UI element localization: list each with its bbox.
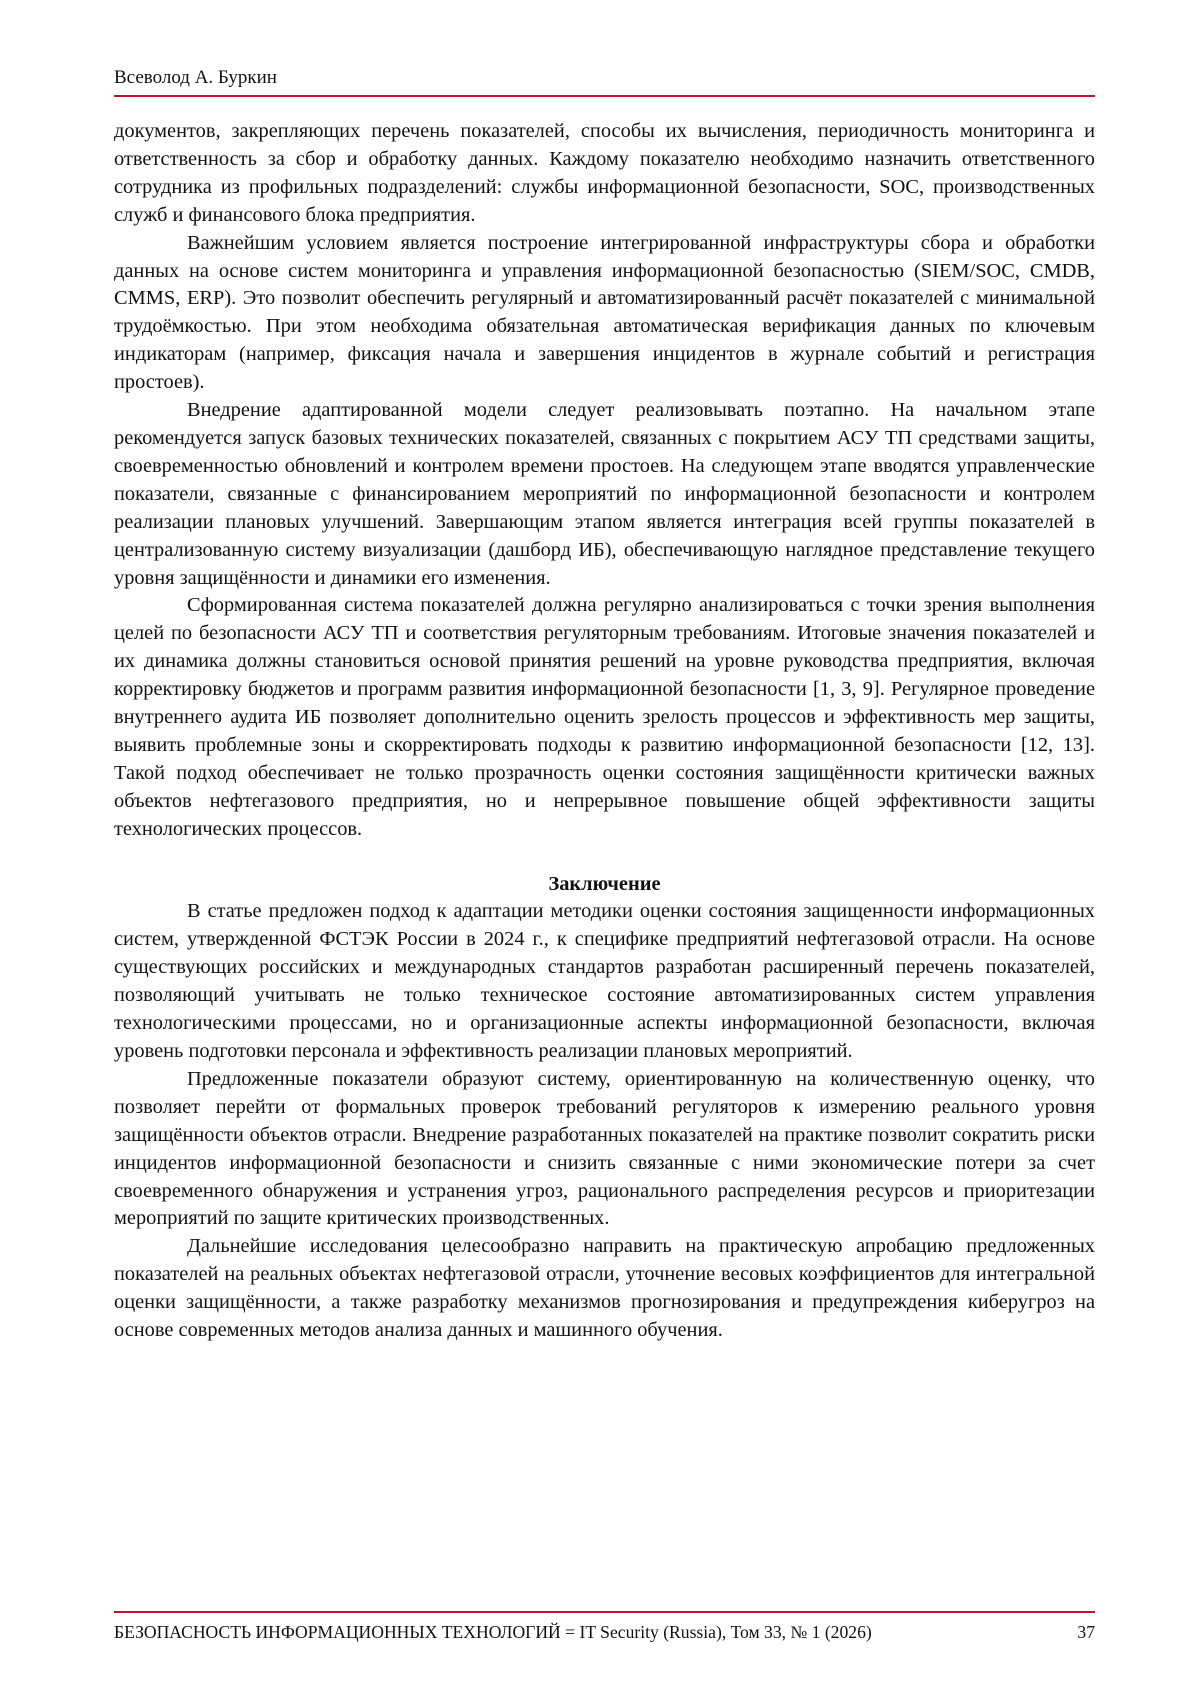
body-paragraph-2: Важнейшим условием является построение интегрированной инфраструктуры сбора и обработки данных на основе систем мониторинга и управления информационной безопасностью (SIEM/SOC, CMDB, CMMS, ERP). Это позволит обеспечить регулярный и автоматизированный расчёт показателей с минимальной трудоёмкостью. При этом необходима обязательная автоматическая верификация данных по ключевым индикаторам (например, фиксация начала и завершения инцидентов в журнале событий и регистрация простоев).: [114, 231, 1095, 394]
conclusion-paragraph-3: Дальнейшие исследования целесообразно направить на практическую апробацию предложенных показателей на реальных объектах нефтегазовой отрасли, уточнение весовых коэффициентов для интегральной оценки защищённости, а также разработку механизмов прогнозирования и предупреждения киберугроз на основе современных методов анализа данных и машинного обучения.: [114, 1235, 1095, 1342]
journal-citation: БЕЗОПАСНОСТЬ ИНФОРМАЦИОННЫХ ТЕХНОЛОГИЙ = IT Security (Russia), Том 33, № 1 (2026): [114, 1622, 872, 1642]
body-paragraph-1: документов, закрепляющих перечень показателей, способы их вычисления, периодичность мониторинга и ответственность за сбор и обработку данных. Каждому показателю необходимо назначить ответственного сотрудника из профильных подразделений: службы информационной безопасности, SOC, производственных служб и финансового блока предприятия.: [114, 120, 1095, 226]
footer-rule: [114, 1611, 1095, 1613]
conclusion-heading: Заключение: [548, 872, 661, 895]
header-rule: [114, 95, 1095, 97]
header-author: Всеволод А. Буркин: [114, 67, 277, 88]
body-paragraph-4: Сформированная система показателей должна регулярно анализироваться с точки зрения выполнения целей по безопасности АСУ ТП и соответствия регуляторным требованиям. Итоговые значения показателей и их динамика должны становиться основой принятия решений на уровне руководства предприятия, включая корректировку бюджетов и программ развития информационной безопасности [1, 3, 9]. Регулярное проведение внутреннего аудита ИБ позволяет дополнительно оценить зрелость процессов и эффективность мер защиты, выявить проблемные зоны и скорректировать подходы к развитию информационной безопасности [12, 13]. Такой подход обеспечивает не только прозрачность оценки состояния защищённости критически важных объектов нефтегазового предприятия, но и непрерывное повышение общей эффективности защиты технологических процессов.: [114, 594, 1095, 840]
body-paragraph-3: Внедрение адаптированной модели следует реализовывать поэтапно. На начальном этапе рекомендуется запуск базовых технических показателей, связанных с покрытием АСУ ТП средствами защиты, своевременностью обновлений и контролем времени простоев. На следующем этапе вводятся управленческие показатели, связанные с финансированием мероприятий по информационной безопасности и контролем реализации плановых улучшений. Завершающим этапом является интеграция всей группы показателей в централизованную систему визуализации (дашборд ИБ), обеспечивающую наглядное представление текущего уровня защищённости и динамики его изменения.: [114, 399, 1095, 589]
conclusion-paragraph-1: В статье предложен подход к адаптации методики оценки состояния защищенности информационных систем, утвержденной ФСТЭК России в 2024 г., к специфике предприятий нефтегазовой отрасли. На основе существующих российских и международных стандартов разработан расширенный перечень показателей, позволяющий учитывать не только техническое состояние автоматизированных систем управления технологическими процессами, но и организационные аспекты информационной безопасности, включая уровень подготовки персонала и эффективность реализации плановых мероприятий.: [114, 900, 1095, 1062]
page-number: 37: [1077, 1622, 1095, 1642]
footer-row: [114, 1621, 1095, 1643]
running-header: [114, 66, 1095, 97]
conclusion-paragraph-2: Предложенные показатели образуют систему, ориентированную на количественную оценку, что позволяет перейти от формальных проверок требований регуляторов к измерению реального уровня защищённости объектов отрасли. Внедрение разработанных показателей на практике позволит сократить риски инцидентов информационной безопасности и снизить связанные с ними экономические потери за счет своевременного обнаружения и устранения угроз, рационального распределения ресурсов и приоритезации мероприятий по защите критических производственных.: [114, 1067, 1095, 1230]
article-body: [114, 118, 1095, 1345]
running-footer: [114, 1611, 1095, 1643]
